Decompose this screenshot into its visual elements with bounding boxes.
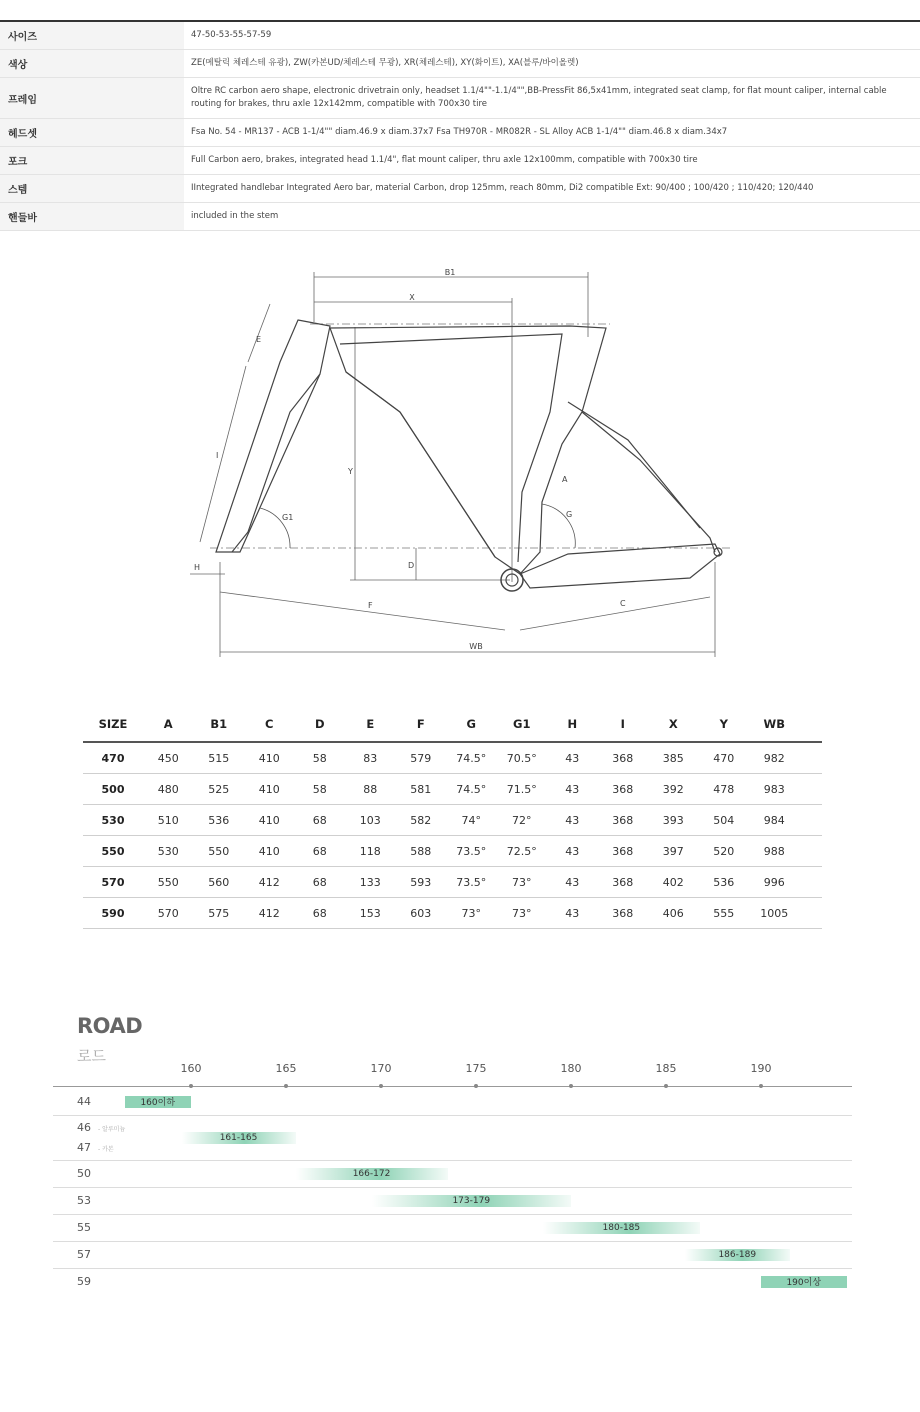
column-header: X [668, 716, 678, 731]
column-header: H [567, 716, 578, 731]
table-cell: 984 [763, 813, 785, 827]
spec-value: Oltre RC carbon aero shape, electronic drivetrain only, headset 1.1/4""-1.1/4"",BB-PressFit 86,5x41mm, integrated seat clamp, for flat mount caliper, internal cable routing for brakes, thru axle 12x142mm, compatible with 700x30 tire [191, 86, 887, 109]
frame-size-note: - 카본 [98, 1146, 114, 1153]
column-header: G [466, 716, 476, 731]
tick-mark [759, 1084, 763, 1088]
spec-row-stem [0, 175, 920, 203]
table-cell: 58 [312, 751, 327, 765]
row-divider [53, 1187, 852, 1188]
column-header: SIZE [98, 716, 128, 731]
size-cell: 500 [101, 782, 125, 796]
row-divider [53, 1268, 852, 1269]
table-cell: 593 [410, 875, 432, 889]
table-cell: 397 [662, 844, 684, 858]
table-cell: 70.5° [506, 751, 537, 765]
table-cell: 368 [612, 875, 634, 889]
table-cell: 368 [612, 782, 634, 796]
size-cell: 530 [101, 813, 125, 827]
table-cell: 555 [713, 906, 735, 920]
label-e: E [256, 335, 262, 344]
table-cell: 581 [410, 782, 432, 796]
table-cell: 996 [763, 875, 785, 889]
height-range-bar: 186-189 [685, 1249, 790, 1261]
column-header: Y [719, 716, 728, 731]
label-i: I [216, 451, 219, 460]
table-cell: 43 [565, 844, 580, 858]
table-cell: 410 [258, 844, 280, 858]
table-cell: 73° [512, 875, 532, 889]
table-cell: 72.5° [506, 844, 537, 858]
spec-row-size [0, 22, 920, 50]
frame-size-label: 44 [77, 1094, 91, 1108]
label-wb: WB [469, 642, 483, 651]
spec-value: ZE(메탈릭 체레스테 유광), ZW(카본UD/체레스테 무광), XR(체레스테), XY(화이트), XA(블루/바이올렛) [191, 58, 579, 68]
height-range-bar: 190이상 [761, 1276, 847, 1288]
table-cell: 58 [312, 782, 327, 796]
column-header: WB [763, 716, 785, 731]
table-cell: 74.5° [456, 782, 487, 796]
tick-label: 175 [465, 1062, 487, 1075]
label-f: F [368, 601, 373, 610]
tick-label: 160 [180, 1062, 202, 1075]
frame-size-label: 46 [77, 1121, 91, 1134]
table-cell: 118 [359, 844, 381, 858]
table-cell: 43 [565, 906, 580, 920]
column-header: C [265, 716, 274, 731]
table-cell: 103 [359, 813, 381, 827]
table-cell: 603 [410, 906, 432, 920]
tick-label: 180 [560, 1062, 582, 1075]
tick-mark [379, 1084, 383, 1088]
table-cell: 412 [258, 906, 280, 920]
height-range-bar: 161-165 [182, 1132, 296, 1144]
size-cell: 590 [101, 906, 125, 920]
frame-size-label: 55 [77, 1220, 91, 1234]
tick-mark [474, 1084, 478, 1088]
spec-row-frame [0, 78, 920, 119]
road-title: ROAD [77, 1014, 143, 1038]
dim-f-line [220, 592, 505, 630]
table-cell: 988 [763, 844, 785, 858]
spec-row-handlebar [0, 203, 920, 231]
column-header: A [163, 716, 173, 731]
spec-row-headset [0, 119, 920, 147]
row-divider [53, 1160, 852, 1161]
table-cell: 410 [258, 813, 280, 827]
table-cell: 74.5° [456, 751, 487, 765]
size-cell: 570 [101, 875, 125, 889]
table-cell: 504 [713, 813, 735, 827]
table-row [83, 743, 822, 774]
table-cell: 83 [363, 751, 378, 765]
tick-mark [664, 1084, 668, 1088]
height-range-bar: 166-172 [296, 1168, 448, 1180]
table-cell: 43 [565, 751, 580, 765]
dim-i-line [200, 366, 246, 542]
tick-label: 165 [275, 1062, 297, 1075]
table-row [83, 898, 822, 929]
column-header: F [416, 716, 425, 731]
table-cell: 579 [410, 751, 432, 765]
table-cell: 368 [612, 813, 634, 827]
column-header: I [620, 716, 625, 731]
row-divider [53, 1214, 852, 1215]
table-cell: 536 [713, 875, 735, 889]
table-cell: 385 [662, 751, 684, 765]
dim-e-line [248, 304, 270, 362]
table-cell: 71.5° [506, 782, 537, 796]
dim-c-line [520, 597, 710, 630]
spec-key: 핸들바 [0, 203, 184, 230]
spec-value: Full Carbon aero, brakes, integrated head 1.1/4", flat mount caliper, thru axle 12x100mm, compatible with 700x30 tire [191, 155, 698, 165]
table-cell: 515 [208, 751, 230, 765]
tick-mark [569, 1084, 573, 1088]
table-cell: 588 [410, 844, 432, 858]
table-cell: 560 [208, 875, 230, 889]
spec-key: 스템 [0, 175, 184, 202]
table-cell: 510 [157, 813, 179, 827]
table-cell: 550 [208, 844, 230, 858]
table-cell: 550 [157, 875, 179, 889]
spec-key: 사이즈 [0, 22, 184, 49]
frame-size-label: 47 [77, 1141, 91, 1154]
column-header: G1 [513, 716, 531, 731]
table-cell: 368 [612, 844, 634, 858]
table-cell: 133 [359, 875, 381, 889]
spec-value: IIntegrated handlebar Integrated Aero bar, material Carbon, drop 125mm, reach 80mm, Di2 compatible Ext: 90/400 ; 100/420 ; 110/420; 120/440 [191, 183, 814, 193]
tick-mark [189, 1084, 193, 1088]
table-cell: 368 [612, 751, 634, 765]
label-d: D [408, 561, 415, 570]
spec-key: 프레임 [0, 78, 184, 118]
tick-label: 170 [370, 1062, 392, 1075]
table-cell: 520 [713, 844, 735, 858]
table-cell: 402 [662, 875, 684, 889]
size-cell: 550 [101, 844, 125, 858]
frame-size-label: 57 [77, 1247, 91, 1261]
table-cell: 392 [662, 782, 684, 796]
table-cell: 68 [312, 906, 327, 920]
row-divider [53, 1241, 852, 1242]
spec-value: 47-50-53-55-57-59 [191, 30, 272, 40]
tick-mark [284, 1084, 288, 1088]
spec-key: 헤드셋 [0, 119, 184, 146]
table-cell: 43 [565, 813, 580, 827]
table-cell: 68 [312, 844, 327, 858]
height-range-bar: 160이하 [125, 1096, 192, 1108]
label-h: H [194, 563, 201, 572]
table-cell: 43 [565, 782, 580, 796]
table-row [83, 867, 822, 898]
table-cell: 72° [512, 813, 532, 827]
table-cell: 73° [512, 906, 532, 920]
table-cell: 480 [157, 782, 179, 796]
table-row [83, 774, 822, 805]
table-cell: 68 [312, 813, 327, 827]
table-cell: 412 [258, 875, 280, 889]
table-cell: 153 [359, 906, 381, 920]
size-cell: 470 [101, 751, 125, 765]
frame-geometry-diagram [170, 262, 750, 662]
table-cell: 406 [662, 906, 684, 920]
size-table-header [83, 706, 822, 743]
frame-size-label: 59 [77, 1274, 91, 1288]
label-g1: G1 [282, 513, 294, 522]
spec-key: 포크 [0, 147, 184, 174]
spec-row-fork [0, 147, 920, 175]
label-b1: B1 [444, 268, 456, 277]
height-range-bar: 173-179 [372, 1195, 572, 1207]
column-header: D [314, 716, 325, 731]
height-axis [53, 1086, 852, 1087]
spec-value: included in the stem [191, 211, 279, 221]
table-cell: 450 [157, 751, 179, 765]
table-cell: 536 [208, 813, 230, 827]
size-geometry-table [83, 706, 822, 929]
table-cell: 525 [208, 782, 230, 796]
table-cell: 1005 [760, 906, 789, 920]
label-a: A [562, 475, 568, 484]
label-g: G [566, 510, 573, 519]
spec-table [0, 20, 920, 231]
table-cell: 43 [565, 875, 580, 889]
frame-size-label: 50 [77, 1166, 91, 1180]
table-cell: 410 [258, 782, 280, 796]
table-cell: 982 [763, 751, 785, 765]
table-cell: 393 [662, 813, 684, 827]
table-cell: 470 [713, 751, 735, 765]
spec-key: 색상 [0, 50, 184, 77]
table-cell: 570 [157, 906, 179, 920]
table-cell: 88 [363, 782, 378, 796]
frame-size-note: - 알루미늄 [98, 1126, 126, 1133]
label-c: C [620, 599, 626, 608]
table-cell: 983 [763, 782, 785, 796]
label-x: X [409, 293, 415, 302]
height-range-bar: 180-185 [543, 1222, 701, 1234]
table-cell: 73.5° [456, 875, 487, 889]
frame-outline [216, 320, 722, 591]
label-y: Y [348, 467, 353, 476]
tick-label: 190 [750, 1062, 772, 1075]
table-cell: 68 [312, 875, 327, 889]
tick-label: 185 [655, 1062, 677, 1075]
column-header: B1 [210, 716, 228, 731]
table-cell: 478 [713, 782, 735, 796]
road-subtitle: 로드 [77, 1047, 106, 1065]
table-cell: 410 [258, 751, 280, 765]
table-cell: 74° [461, 813, 481, 827]
table-cell: 73° [461, 906, 481, 920]
table-cell: 575 [208, 906, 230, 920]
table-cell: 368 [612, 906, 634, 920]
table-row [83, 805, 822, 836]
spec-value: Fsa No. 54 - MR137 - ACB 1-1/4"" diam.46.9 x diam.37x7 Fsa TH970R - MR082R - SL Alloy ACB 1-1/4"" diam.46.8 x diam.34x7 [191, 127, 728, 137]
column-header: E [366, 716, 375, 731]
table-cell: 73.5° [456, 844, 487, 858]
frame-size-label: 53 [77, 1193, 91, 1207]
table-row [83, 836, 822, 867]
row-divider [53, 1115, 852, 1116]
table-cell: 582 [410, 813, 432, 827]
table-cell: 530 [157, 844, 179, 858]
spec-row-color [0, 50, 920, 78]
